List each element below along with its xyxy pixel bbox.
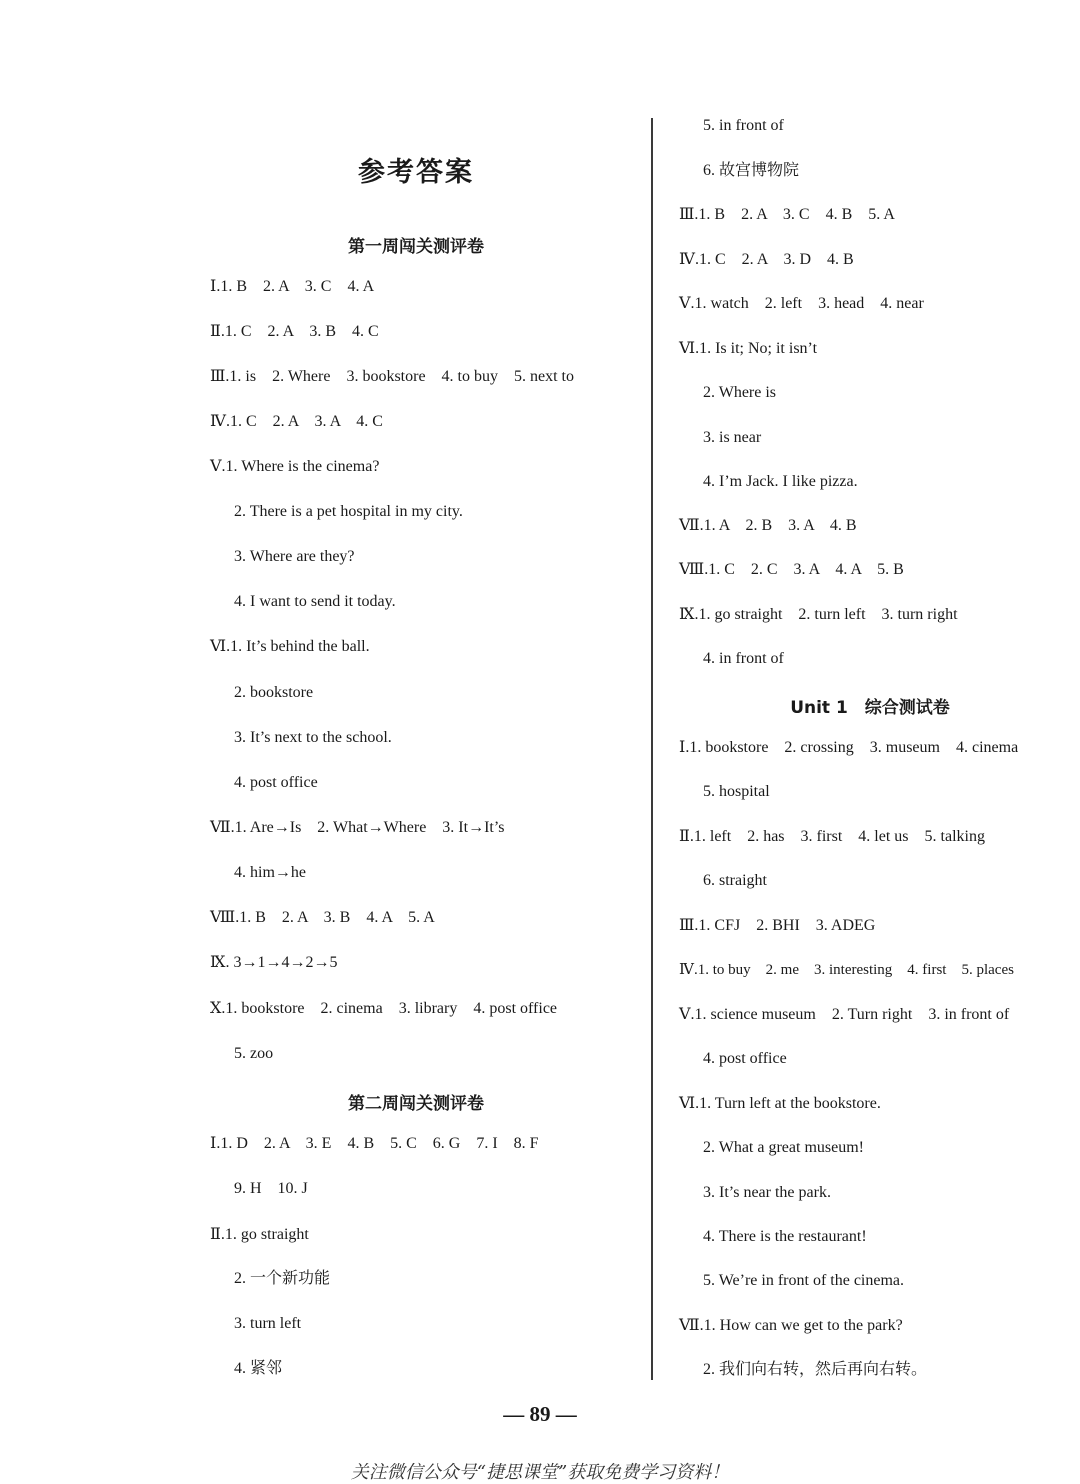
answer-line: 2. 一个新功能: [234, 1270, 331, 1287]
answer-line: 6. straight: [703, 872, 767, 889]
answer-line: Ⅳ.1. C 2. A 3. D 4. B: [679, 251, 854, 268]
answer-line: 3. is near: [703, 429, 762, 446]
answer-line: 4. him→he: [234, 864, 306, 881]
answer-line: 2. bookstore: [234, 684, 314, 701]
answer-line: Ⅷ.1. C 2. C 3. A 4. A 5. B: [679, 561, 904, 578]
page-title: 参考答案: [358, 157, 474, 188]
answer-line: 2. What a great museum!: [703, 1139, 864, 1156]
answer-line: 3. It’s next to the school.: [234, 729, 392, 746]
answer-line: 4. post office: [703, 1050, 787, 1067]
answer-line: 3. It’s near the park.: [703, 1184, 831, 1201]
answer-line: Ⅷ.1. B 2. A 3. B 4. A 5. A: [210, 909, 435, 926]
answer-line: 4. I’m Jack. I like pizza.: [703, 473, 858, 490]
answer-line: Ⅱ.1. C 2. A 3. B 4. C: [210, 323, 379, 340]
answer-line: Ⅵ.1. It’s behind the ball.: [210, 638, 370, 655]
section-title-week1: 第一周闯关测评卷: [348, 237, 484, 257]
answer-line: 3. turn left: [234, 1315, 302, 1332]
answer-line: 4. There is the restaurant!: [703, 1228, 867, 1245]
answer-line: Ⅵ.1. Is it; No; it isn’t: [679, 340, 818, 357]
answer-line: Ⅲ.1. is 2. Where 3. bookstore 4. to buy 5. next to: [210, 368, 574, 385]
answer-line: 5. We’re in front of the cinema.: [703, 1272, 905, 1289]
answer-line: 6. 故宫博物院: [703, 162, 800, 179]
answer-line: 5. hospital: [703, 783, 770, 800]
answer-line: Ⅴ.1. watch 2. left 3. head 4. near: [679, 295, 924, 312]
answer-line: Ⅶ.1. How can we get to the park?: [679, 1317, 903, 1334]
answer-line: Ⅰ.1. D 2. A 3. E 4. B 5. C 6. G 7. I 8. F: [210, 1135, 539, 1152]
section-title-unit1: Unit 1 综合测试卷: [790, 698, 950, 718]
answer-line: Ⅵ.1. Turn left at the bookstore.: [679, 1095, 881, 1112]
answer-line: 3. Where are they?: [234, 548, 355, 565]
answer-line: Ⅴ.1. Where is the cinema?: [210, 458, 380, 475]
answer-line: Ⅸ. 3→1→4→2→5: [210, 954, 338, 971]
answer-line: Ⅸ.1. go straight 2. turn left 3. turn right: [679, 606, 958, 623]
answer-line: Ⅳ.1. C 2. A 3. A 4. C: [210, 413, 383, 430]
answer-line: 4. in front of: [703, 650, 784, 667]
answer-line: 2. There is a pet hospital in my city.: [234, 503, 463, 520]
answer-line: Ⅱ.1. left 2. has 3. first 4. let us 5. talking: [679, 828, 985, 845]
answer-line: Ⅶ.1. Are→Is 2. What→Where 3. It→It’s: [210, 819, 505, 836]
answer-line: Ⅰ.1. bookstore 2. crossing 3. museum 4. cinema: [679, 739, 1019, 756]
answer-line: Ⅹ.1. bookstore 2. cinema 3. library 4. post office: [210, 1000, 558, 1017]
answer-line: Ⅳ.1. to buy 2. me 3. interesting 4. first 5. places: [679, 962, 1014, 978]
footer-note: 关注微信公众号“捷思课堂”获取免费学习资料！: [350, 1462, 730, 1483]
answer-line: Ⅴ.1. science museum 2. Turn right 3. in front of: [679, 1006, 1010, 1023]
answer-line: Ⅲ.1. B 2. A 3. C 4. B 5. A: [679, 206, 895, 223]
answer-line: Ⅲ.1. CFJ 2. BHI 3. ADEG: [679, 917, 876, 934]
answer-line: 5. in front of: [703, 117, 784, 134]
answer-line: 9. H 10. J: [234, 1180, 308, 1197]
section-title-week2: 第二周闯关测评卷: [348, 1094, 484, 1114]
answer-line: 4. I want to send it today.: [234, 593, 396, 610]
answer-line: Ⅰ.1. B 2. A 3. C 4. A: [210, 278, 375, 295]
page-number: — 89 —: [503, 1402, 577, 1426]
answer-line: 2. 我们向右转，然后再向右转。: [703, 1361, 928, 1378]
answer-line: 2. Where is: [703, 384, 777, 401]
answer-line: Ⅶ.1. A 2. B 3. A 4. B: [679, 517, 857, 534]
answer-line: 5. zoo: [234, 1045, 274, 1062]
column-divider: [651, 118, 653, 1380]
answer-line: 4. post office: [234, 774, 318, 791]
answer-line: 4. 紧邻: [234, 1360, 283, 1377]
answer-line: Ⅱ.1. go straight: [210, 1226, 309, 1243]
